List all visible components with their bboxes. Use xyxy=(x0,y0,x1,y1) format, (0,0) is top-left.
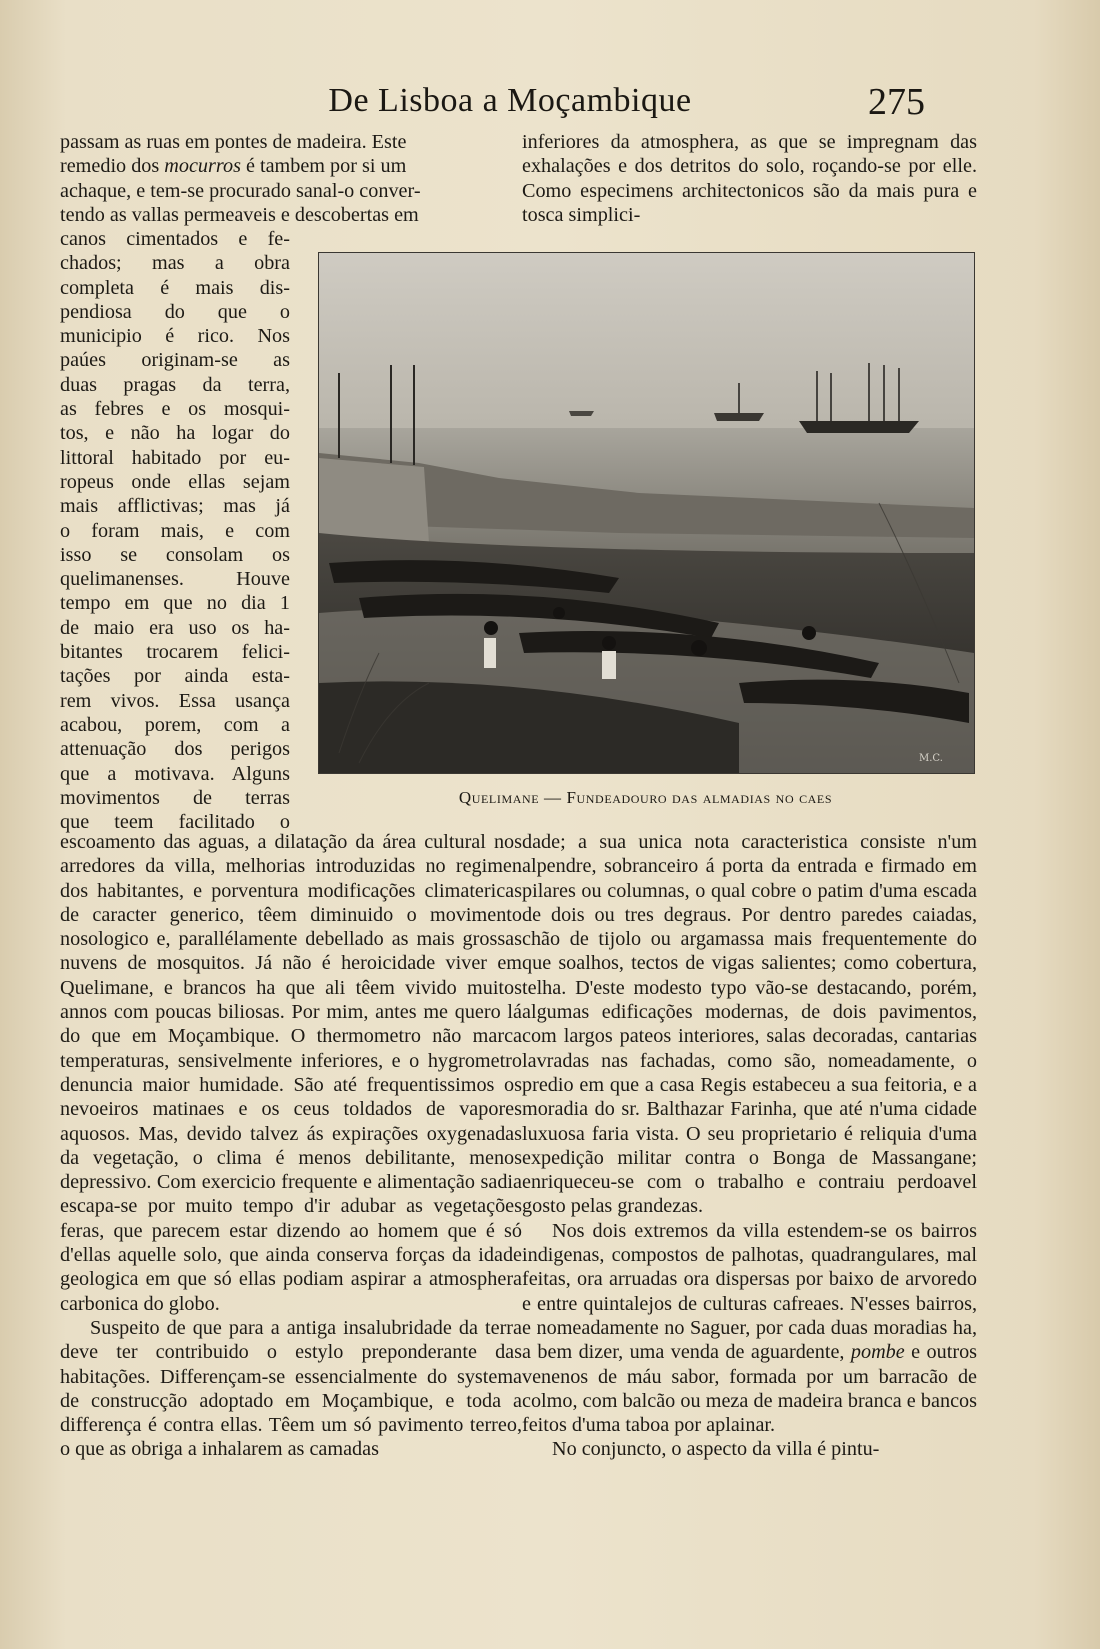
narrow-line: chados; mas a obra xyxy=(60,252,290,275)
narrow-line: municipio é rico. Nos xyxy=(60,325,290,348)
left-column-narrow xyxy=(60,227,290,834)
page-number: 275 xyxy=(868,81,925,123)
narrow-line: rem vivos. Essa usança xyxy=(60,689,290,712)
left-bottom-paragraph-2: Suspeito de que para a antiga insalubridade da terra deve ter contribuido o estylo preponderante das habitações. Differençam-se essencialmente do systema de construcção adoptado em Moçambique, e toda a differença é contra ellas. Têem um só pavimento terreo, o que as obriga a inhalarem as camadas xyxy=(60,1316,522,1461)
narrow-line: attenuação dos perigos xyxy=(60,738,290,761)
narrow-line: o foram mais, e com xyxy=(60,519,290,542)
narrow-line: tações por ainda esta- xyxy=(60,665,290,688)
left-bottom-paragraph-1: escoamento das aguas, a dilatação da área cultural nos arredores da villa, melhorias introduzidas no regimen dos habitantes, e porventura modificações climatericas de caracter generico, têem diminuido o movimento nosologico e, parallélamente debellado as mais grossas nuvens de mosquitos. Já não é heroicidade viver em Quelimane, e brancos ha que ali têem vivido muitos annos com poucas biliosas. Por mim, antes me quero lá do que em Moçambique. O thermometro não marca temperaturas, sensivelmente inferiores, e o hygrometro denuncia maior humidade. São até frequentissimos os nevoeiros matinaes e os ceus toldados de vapores aquosos. Mas, devido talvez ás expirações oxygenadas da vegetação, o clima é menos debilitante, menos depressivo. Com exercicio frequente e alimentação sadia escapa-se por muito tempo d'ir adubar as vegetações feras, que parecem estar dizendo ao homem que é só d'ellas aquelle solo, que ainda conserva forças da idade geologica em que só ellas podiam aspirar a atmosphera carbonica do globo. xyxy=(60,831,522,1315)
photo-signature: M.C. xyxy=(919,753,943,764)
right-top-paragraph: inferiores da atmosphera, as que se impregnam das exhalações e dos detritos do solo, roçando-se por elle. Como especimens architectonicos são da mais pura e tosca simplici- xyxy=(522,131,977,226)
right-bottom-paragraph-3: No conjuncto, o aspecto da villa é pintu- xyxy=(552,1438,880,1461)
right-p2-after: e outros venenos de máu sabor, formada por um barracão de colmo, com balcão ou meza de madeira branca e bancos feitos d'uma taboa por aplainar. xyxy=(522,1341,978,1437)
narrow-line: as febres e os mosqui- xyxy=(60,398,290,421)
right-column-bottom xyxy=(522,830,977,1462)
left-line-4: tendo as vallas permeaveis e descobertas em xyxy=(60,203,419,226)
right-bottom-paragraph-1: dade; a sua unica nota caracteristica consiste n'um alpendre, sobranceiro á porta da entrada e firmado em pilares ou columnas, o qual cobre o patim d'uma escada de dois ou tres degraus. Por dentro paredes caiadas, chão de tijolo ou argamassa mais frequentemente do que soalhos, tectos de vigas salientes; como cobertura, telha. D'este modesto typo vão-se destacando, porém, algumas edificações modernas, de dois pavimentos, com largos pateos interiores, salas decoradas, cantarias lavradas nas fachadas, como são, nomeadamente, o predio em que a casa Regis estabeceu a sua feitoria, e a moradia do sr. Balthazar Farinha, que até n'uma cidade luxuosa faria vista. O seu proprietario é reliquia d'uma expedição militar contra o Bonga de Massangane; enriqueceu-se com o trabalho e contraiu perdoavel gosto pelas grandezas. xyxy=(522,831,977,1218)
right-p2-before: Nos dois extremos da villa estendem-se os bairros indigenas, compostos de palhotas, quadrangulares, mal feitas, ora arruadas ora dispersas por baixo de arvoredo e entre quintalejos de culturas cafreaes. N'esses bairros, e nomeadamente no Saguer, por cada duas moradias ha, a bem dizer, uma venda de aguardente, xyxy=(522,1219,977,1364)
narrow-line: canos cimentados e fe- xyxy=(60,228,290,250)
italic-word-mocurros: mocurros xyxy=(164,155,241,178)
narrow-line: acabou, porem, com a xyxy=(60,713,290,736)
narrow-line: paúes originam-se as xyxy=(60,349,290,372)
narrow-line: que teem facilitado o xyxy=(60,811,290,834)
narrow-line: quelimanenses. Houve xyxy=(60,568,290,591)
right-p2-italic-word: pombe xyxy=(850,1341,905,1364)
harbour-photograph xyxy=(318,252,975,774)
harbour-photo-illustration xyxy=(319,253,974,773)
left-column-top xyxy=(60,130,522,227)
narrow-line: bitantes trocarem felici- xyxy=(60,641,290,664)
right-column-top xyxy=(522,130,977,227)
narrow-line: mais afflictivas; mas já xyxy=(60,495,290,518)
narrow-line: tempo em que no dia 1 xyxy=(60,592,290,615)
narrow-line: completa é mais dis- xyxy=(60,276,290,299)
left-line-3: achaque, e tem-se procurado sanal-o conver- xyxy=(60,179,421,202)
narrow-line: ropeus onde ellas sejam xyxy=(60,470,290,493)
narrow-line: pendiosa do que o xyxy=(60,300,290,323)
left-line-2: remedio dos mocurros é tambem por si um xyxy=(60,155,407,178)
figure-caption: Quelimane — Fundeadouro das almadias no caes xyxy=(458,788,833,807)
narrow-line: tos, e não ha logar do xyxy=(60,422,290,445)
narrow-line: que a motivava. Alguns xyxy=(60,762,290,785)
running-header-title: De Lisboa a Moçambique xyxy=(328,82,692,119)
narrow-line: de maio era uso os ha- xyxy=(60,616,290,639)
narrow-line: movimentos de terras xyxy=(60,786,290,809)
narrow-line: duas pragas da terra, xyxy=(60,373,290,396)
narrow-line: isso se consolam os xyxy=(60,543,290,566)
right-bottom-paragraph-2 xyxy=(522,1219,977,1438)
narrow-line: littoral habitado por eu- xyxy=(60,446,290,469)
left-line-1: passam as ruas em pontes de madeira. Este xyxy=(60,131,407,153)
left-column-bottom xyxy=(60,830,522,1462)
